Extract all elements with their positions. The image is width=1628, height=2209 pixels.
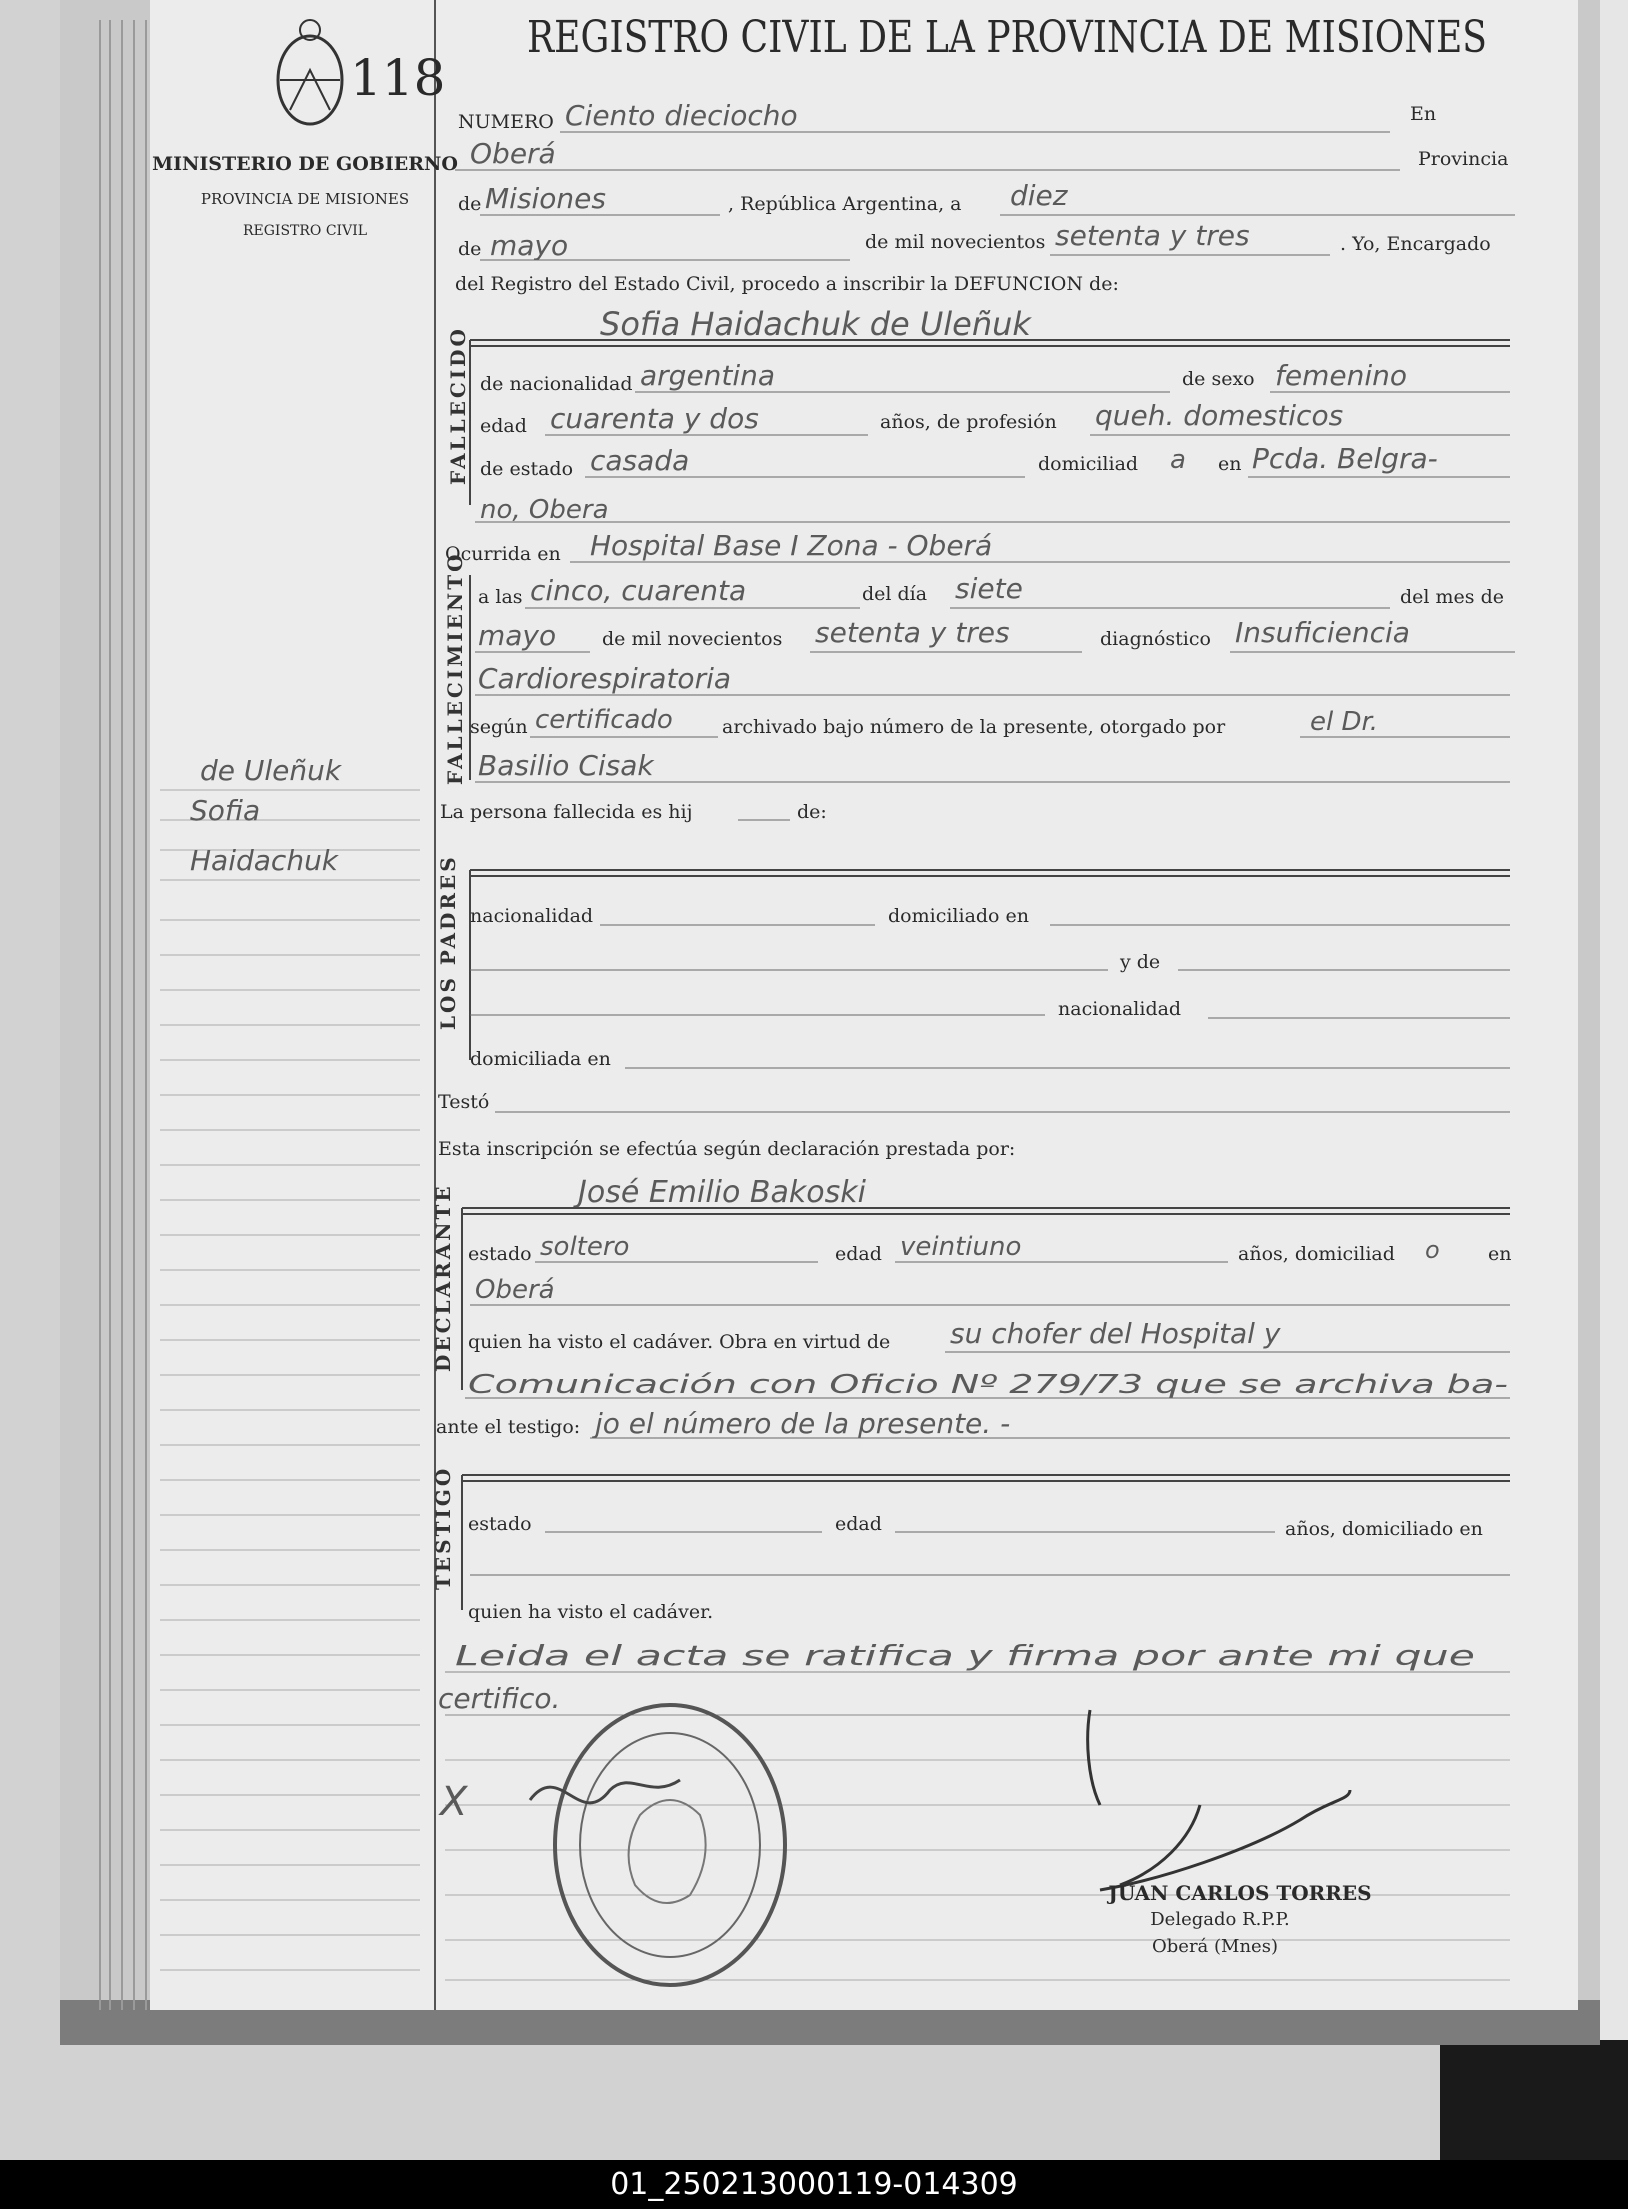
ocurrida-label: Ocurrida en bbox=[445, 543, 561, 565]
estado-decl-value: soltero bbox=[540, 1232, 630, 1262]
province-label: PROVINCIA DE MISIONES bbox=[200, 190, 410, 208]
image-id-caption: 01_250213000119-014309 bbox=[0, 2160, 1628, 2209]
declaracion-intro: Esta inscripción se efectúa según declaración prestada por: bbox=[438, 1138, 1016, 1160]
declarante-side-label: DECLARANTE bbox=[431, 1183, 455, 1372]
en-label: En bbox=[1410, 103, 1437, 125]
anos-testigo-label: años, domiciliado en bbox=[1285, 1518, 1483, 1540]
segun-label: según bbox=[470, 716, 528, 738]
nacionalidad-value: argentina bbox=[640, 359, 776, 392]
diagnostico-value-2: Cardiorespiratoria bbox=[478, 662, 732, 695]
margin-note-line1: de Uleñuk bbox=[200, 754, 342, 787]
hij-label: La persona fallecida es hij bbox=[440, 801, 693, 823]
del-mes-label: del mes de bbox=[1400, 586, 1504, 608]
officer-stamp-name: JUAN CARLOS TORRES bbox=[1108, 1881, 1372, 1905]
registro-line: del Registro del Estado Civil, procedo a inscribir la DEFUNCION de: bbox=[455, 273, 1119, 295]
fallecido-side-label: FALLECIDO bbox=[446, 326, 470, 485]
estado-label: de estado bbox=[480, 458, 574, 480]
cadaver-decl-label: quien ha visto el cadáver. Obra en virtud de bbox=[468, 1331, 891, 1353]
domiciliad-suffix: a bbox=[1170, 445, 1186, 475]
month-value: mayo bbox=[490, 229, 569, 262]
officer-stamp-place: Oberá (Mnes) bbox=[1152, 1936, 1278, 1957]
segun-value: certificado bbox=[535, 705, 673, 735]
cadaver-decl-value-2: Comunicación con Oficio Nº 279/73 que se archiva ba- bbox=[468, 1370, 1508, 1400]
mil-novecientos-label-2: de mil novecientos bbox=[602, 628, 783, 650]
edad-label: edad bbox=[480, 415, 527, 437]
dark-corner bbox=[1440, 2040, 1628, 2160]
nacionalidad-padre-label: nacionalidad bbox=[470, 905, 594, 927]
numero-label: NUMERO bbox=[458, 111, 554, 133]
domiciliad-label: domiciliad bbox=[1038, 453, 1139, 475]
testigo-ante-label: ante el testigo: bbox=[436, 1416, 581, 1438]
x-mark: X bbox=[440, 1779, 468, 1825]
deceased-name: Sofia Haidachuk de Uleñuk bbox=[600, 305, 1031, 343]
hora-value: cinco, cuarenta bbox=[530, 574, 747, 607]
year-value: setenta y tres bbox=[1055, 219, 1250, 252]
cadaver-decl-value: su chofer del Hospital y bbox=[950, 1317, 1281, 1350]
year-value-2: setenta y tres bbox=[815, 616, 1010, 649]
profesion-value: queh. domesticos bbox=[1095, 399, 1344, 432]
office-label: REGISTRO CIVIL bbox=[242, 223, 368, 239]
margin-note-line3: Haidachuk bbox=[190, 844, 339, 877]
ministry-label: MINISTERIO DE GOBIERNO bbox=[152, 153, 458, 175]
medico-value: el Dr. bbox=[1310, 707, 1379, 737]
estado-decl-label: estado bbox=[468, 1243, 532, 1265]
folio-number: 118 bbox=[350, 49, 446, 107]
en-decl-label: en bbox=[1488, 1243, 1512, 1265]
diagnostico-value: Insuficiencia bbox=[1235, 616, 1410, 649]
y-de-label: y de bbox=[1120, 951, 1161, 973]
domicilio-decl-value: Oberá bbox=[475, 1275, 555, 1305]
nacionalidad-madre-label: nacionalidad bbox=[1058, 998, 1182, 1020]
ocurrida-value: Hospital Base I Zona - Oberá bbox=[590, 529, 993, 562]
form-page bbox=[150, 0, 1578, 2010]
edad-decl-label: edad bbox=[835, 1243, 882, 1265]
mes-value: mayo bbox=[478, 619, 557, 652]
declarante-name: José Emilio Bakoski bbox=[578, 1175, 866, 1210]
sexo-value: femenino bbox=[1275, 359, 1407, 392]
yo-encargado-label: . Yo, Encargado bbox=[1340, 233, 1491, 255]
cadaver-testigo-label: quien ha visto el cadáver. bbox=[468, 1601, 714, 1623]
closing-line-2: certifico. bbox=[438, 1682, 561, 1715]
de-label: de bbox=[458, 193, 482, 215]
medico-value-2: Basilio Cisak bbox=[478, 749, 654, 782]
provincia-label: Provincia bbox=[1418, 148, 1509, 170]
mil-novecientos-label: de mil novecientos bbox=[865, 231, 1046, 253]
province-value: Misiones bbox=[485, 182, 606, 215]
edad-decl-value: veintiuno bbox=[900, 1232, 1022, 1262]
estado-testigo-label: estado bbox=[468, 1513, 532, 1535]
de-label-2: de bbox=[458, 238, 482, 260]
diagnostico-label: diagnóstico bbox=[1100, 628, 1211, 650]
archivado-label: archivado bajo número de la presente, otorgado por bbox=[722, 716, 1226, 738]
anos-profesion-label: años, de profesión bbox=[880, 411, 1057, 433]
numero-value: Ciento dieciocho bbox=[565, 99, 798, 132]
nacionalidad-label: de nacionalidad bbox=[480, 373, 633, 395]
day-value: diez bbox=[1010, 179, 1068, 212]
officer-stamp-title: Delegado R.P.P. bbox=[1150, 1909, 1290, 1930]
del-dia-label: del día bbox=[862, 583, 928, 605]
sexo-label: de sexo bbox=[1182, 368, 1255, 390]
a-las-label: a las bbox=[478, 586, 523, 608]
padres-side-label: LOS PADRES bbox=[436, 854, 460, 1030]
document-title: REGISTRO CIVIL DE LA PROVINCIA DE MISIONES bbox=[527, 12, 1487, 63]
de-label-padres: de: bbox=[797, 801, 827, 823]
edad-value: cuarenta y dos bbox=[550, 402, 759, 435]
estado-value: casada bbox=[590, 444, 690, 477]
domicilio-value: Pcda. Belgra- bbox=[1252, 442, 1438, 475]
margin-note-line2: Sofia bbox=[190, 794, 261, 827]
closing-line-1: Leida el acta se ratifica y firma por ante mi que bbox=[455, 1639, 1475, 1672]
fallecimiento-side-label: FALLECIMIENTO bbox=[443, 551, 467, 785]
testigo-ante-value: jo el número de la presente. - bbox=[595, 1407, 1011, 1440]
republica-label: , República Argentina, a bbox=[728, 193, 962, 215]
place-value: Oberá bbox=[470, 137, 556, 170]
dia-value: siete bbox=[955, 572, 1023, 605]
domiciliado-label: domiciliado en bbox=[888, 905, 1030, 927]
anos-domiciliad-label: años, domiciliad bbox=[1238, 1243, 1395, 1265]
testigo-side-label: TESTIGO bbox=[431, 1465, 455, 1590]
edad-testigo-label: edad bbox=[835, 1513, 882, 1535]
testo-label: Testó bbox=[438, 1091, 490, 1113]
domicilio-value-2: no, Obera bbox=[480, 495, 609, 525]
en-label-fallecido: en bbox=[1218, 453, 1242, 475]
anos-domiciliad-suffix: o bbox=[1425, 1236, 1440, 1264]
domiciliada-label: domiciliada en bbox=[470, 1048, 611, 1070]
